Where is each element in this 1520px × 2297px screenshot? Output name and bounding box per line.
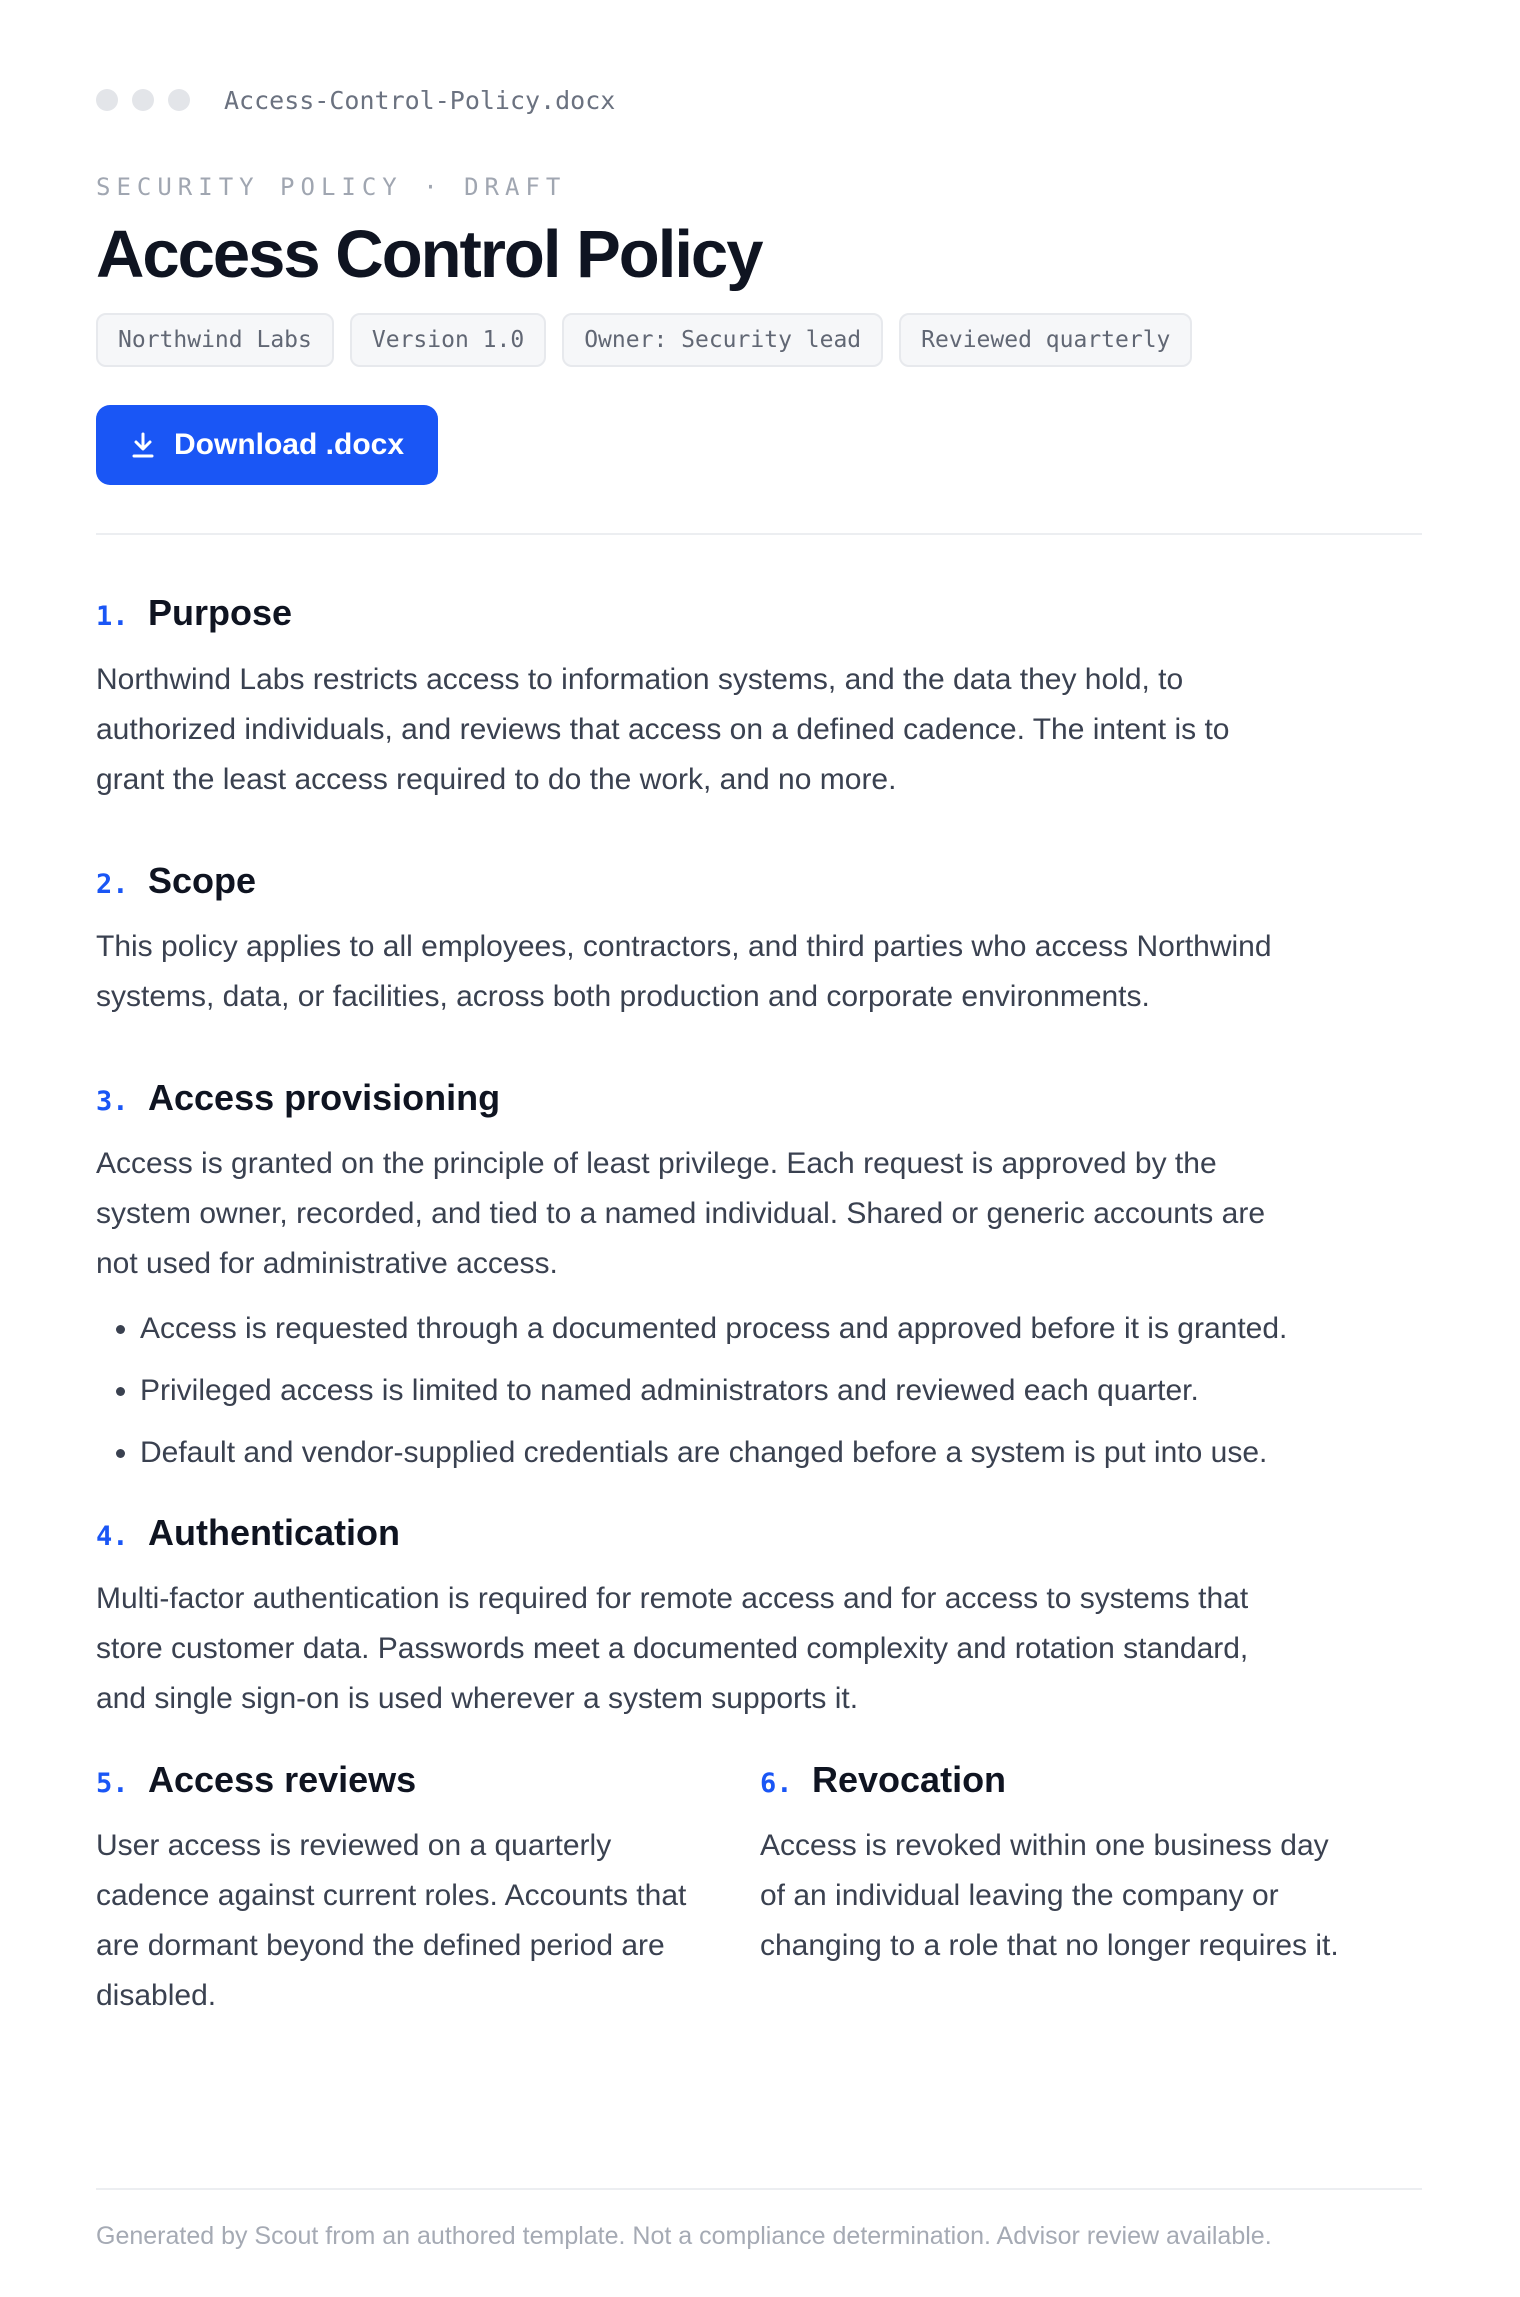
footer-disclaimer: Generated by Scout from an authored template. Not a compliance determination. Advisor review available. — [96, 2222, 1272, 2250]
section-body: Northwind Labs restricts access to information systems, and the data they hold, to authorized individuals, and reviews that access on a defined cadence. The intent is to grant the least access required to do the work, and no more. — [96, 662, 1230, 796]
list-item: • Privileged access is limited to named administrators and reviewed each quarter. — [140, 1371, 1424, 1411]
header-divider — [96, 533, 1422, 535]
section-number: 6. — [760, 1768, 793, 1800]
section-title: Access reviews — [148, 1759, 417, 1801]
section-body: Access is revoked within one business day of an individual leaving the company or changing to a role that no longer requires it. — [760, 1829, 1339, 1963]
section-number: 3. — [96, 1085, 129, 1117]
section-title: Scope — [148, 859, 257, 901]
list-item: • Access is requested through a documented process and approved before it is granted. — [140, 1309, 1424, 1349]
section-access-reviews — [96, 1758, 760, 2021]
document-eyebrow: SECURITY POLICY · DRAFT — [96, 173, 567, 201]
window-bar — [96, 0, 1424, 125]
section-body: This policy applies to all employees, contractors, and third parties who access Northwind systems, data, or facilities, across both production and corporate environments. — [96, 929, 1272, 1013]
two-column-sections — [96, 1724, 1424, 2021]
footer-divider — [96, 2188, 1422, 2190]
section-body: Access is granted on the principle of least privilege. Each request is approved by the system owner, recorded, and tied to a named individual. Shared or generic accounts are not used for administrative access. — [96, 1146, 1266, 1280]
section-heading — [96, 591, 1424, 634]
download-docx-button[interactable] — [96, 405, 438, 485]
section-heading — [96, 1076, 1424, 1119]
section-title: Purpose — [148, 592, 293, 634]
window-controls — [96, 89, 190, 111]
section-scope — [96, 859, 1424, 1022]
window-dot-minimize[interactable] — [132, 89, 154, 111]
section-body: Multi-factor authentication is required for remote access and for access to systems that store customer data. Passwords meet a documented complexity and rotation standard, and single sign-on is used wherever a system supports it. — [96, 1582, 1249, 1716]
section-authentication — [96, 1511, 1424, 1724]
window-dot-maximize[interactable] — [168, 89, 190, 111]
tag-review-cadence: Reviewed quarterly — [899, 313, 1192, 367]
section-heading — [96, 1511, 1424, 1554]
list-item: • Default and vendor-supplied credentials are changed before a system is put into use. — [140, 1433, 1424, 1473]
window-dot-close[interactable] — [96, 89, 118, 111]
file-name: Access-Control-Policy.docx — [224, 85, 616, 115]
provisioning-bullet-list — [96, 1309, 1424, 1473]
section-title: Access provisioning — [148, 1076, 501, 1118]
section-access-provisioning — [96, 1076, 1424, 1473]
section-number: 4. — [96, 1520, 129, 1552]
download-icon — [130, 431, 156, 459]
section-title: Authentication — [148, 1511, 400, 1553]
section-number: 5. — [96, 1768, 129, 1800]
section-purpose — [96, 591, 1424, 804]
tag-organization: Northwind Labs — [96, 313, 334, 367]
section-title: Revocation — [812, 1759, 1007, 1801]
section-heading — [760, 1758, 1424, 1801]
tag-owner: Owner: Security lead — [562, 313, 883, 367]
page-title: Access Control Policy — [96, 217, 762, 292]
section-body: User access is reviewed on a quarterly cadence against current roles. Accounts that are dormant beyond the defined period are disabled. — [96, 1829, 687, 2013]
download-button-label: Download .docx — [174, 428, 405, 462]
section-number: 2. — [96, 868, 129, 900]
section-revocation — [760, 1758, 1424, 2021]
metadata-tags — [96, 313, 1424, 367]
section-heading — [96, 1758, 760, 1801]
section-heading — [96, 859, 1424, 902]
section-number: 1. — [96, 601, 129, 633]
tag-version: Version 1.0 — [350, 313, 546, 367]
